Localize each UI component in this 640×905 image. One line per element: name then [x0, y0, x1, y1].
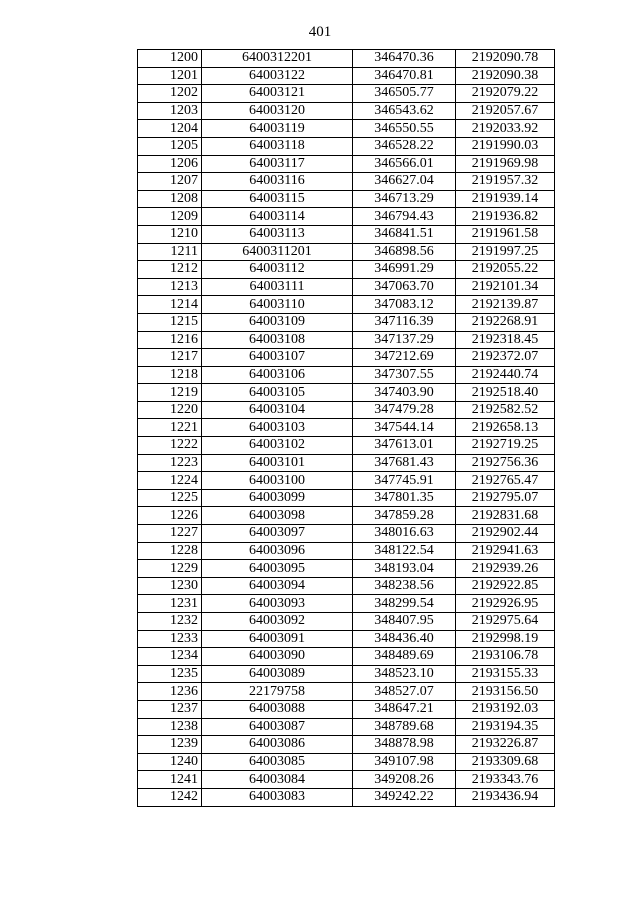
y-coordinate-cell: 2192582.52 — [456, 401, 555, 419]
row-index-cell: 1238 — [138, 718, 202, 736]
x-coordinate-cell: 346713.29 — [353, 190, 456, 208]
table-row — [138, 85, 555, 103]
y-coordinate-cell: 2192268.91 — [456, 313, 555, 331]
row-index-cell: 1207 — [138, 173, 202, 191]
point-code-cell: 64003086 — [202, 736, 353, 754]
row-index-cell: 1217 — [138, 349, 202, 367]
point-code-cell: 64003119 — [202, 120, 353, 138]
point-code-cell: 64003090 — [202, 648, 353, 666]
x-coordinate-cell: 348878.98 — [353, 736, 456, 754]
y-coordinate-cell: 2192090.38 — [456, 67, 555, 85]
x-coordinate-cell: 348489.69 — [353, 648, 456, 666]
point-code-cell: 64003093 — [202, 595, 353, 613]
table-row — [138, 137, 555, 155]
y-coordinate-cell: 2193436.94 — [456, 788, 555, 806]
x-coordinate-cell: 347116.39 — [353, 313, 456, 331]
table-row — [138, 683, 555, 701]
row-index-cell: 1200 — [138, 50, 202, 68]
table-row — [138, 401, 555, 419]
row-index-cell: 1233 — [138, 630, 202, 648]
point-code-cell: 64003099 — [202, 489, 353, 507]
point-code-cell: 64003121 — [202, 85, 353, 103]
point-code-cell: 64003122 — [202, 67, 353, 85]
y-coordinate-cell: 2192939.26 — [456, 560, 555, 578]
row-index-cell: 1204 — [138, 120, 202, 138]
table-row — [138, 613, 555, 631]
table-row — [138, 366, 555, 384]
row-index-cell: 1236 — [138, 683, 202, 701]
y-coordinate-cell: 2192765.47 — [456, 472, 555, 490]
x-coordinate-cell: 348789.68 — [353, 718, 456, 736]
row-index-cell: 1205 — [138, 137, 202, 155]
table-row — [138, 173, 555, 191]
row-index-cell: 1216 — [138, 331, 202, 349]
x-coordinate-cell: 348523.10 — [353, 665, 456, 683]
y-coordinate-cell: 2191997.25 — [456, 243, 555, 261]
y-coordinate-cell: 2192372.07 — [456, 349, 555, 367]
x-coordinate-cell: 347403.90 — [353, 384, 456, 402]
table-row — [138, 50, 555, 68]
row-index-cell: 1215 — [138, 313, 202, 331]
point-code-cell: 64003096 — [202, 542, 353, 560]
table-row — [138, 331, 555, 349]
row-index-cell: 1237 — [138, 700, 202, 718]
point-code-cell: 64003101 — [202, 454, 353, 472]
table-row — [138, 296, 555, 314]
x-coordinate-cell: 346898.56 — [353, 243, 456, 261]
point-code-cell: 64003111 — [202, 278, 353, 296]
x-coordinate-cell: 347859.28 — [353, 507, 456, 525]
y-coordinate-cell: 2192658.13 — [456, 419, 555, 437]
x-coordinate-cell: 347212.69 — [353, 349, 456, 367]
x-coordinate-cell: 347681.43 — [353, 454, 456, 472]
table-row — [138, 190, 555, 208]
y-coordinate-cell: 2192795.07 — [456, 489, 555, 507]
row-index-cell: 1234 — [138, 648, 202, 666]
row-index-cell: 1210 — [138, 225, 202, 243]
y-coordinate-cell: 2192941.63 — [456, 542, 555, 560]
x-coordinate-cell: 348407.95 — [353, 613, 456, 631]
table-row — [138, 102, 555, 120]
point-code-cell: 64003097 — [202, 525, 353, 543]
y-coordinate-cell: 2192831.68 — [456, 507, 555, 525]
row-index-cell: 1201 — [138, 67, 202, 85]
x-coordinate-cell: 347063.70 — [353, 278, 456, 296]
point-code-cell: 64003088 — [202, 700, 353, 718]
point-code-cell: 64003106 — [202, 366, 353, 384]
row-index-cell: 1213 — [138, 278, 202, 296]
point-code-cell: 64003087 — [202, 718, 353, 736]
table-row — [138, 595, 555, 613]
point-code-cell: 64003095 — [202, 560, 353, 578]
x-coordinate-cell: 346470.36 — [353, 50, 456, 68]
x-coordinate-cell: 346566.01 — [353, 155, 456, 173]
y-coordinate-cell: 2191936.82 — [456, 208, 555, 226]
table-row — [138, 753, 555, 771]
table-row — [138, 560, 555, 578]
x-coordinate-cell: 346794.43 — [353, 208, 456, 226]
y-coordinate-cell: 2192033.92 — [456, 120, 555, 138]
x-coordinate-cell: 346528.22 — [353, 137, 456, 155]
y-coordinate-cell: 2192318.45 — [456, 331, 555, 349]
row-index-cell: 1242 — [138, 788, 202, 806]
row-index-cell: 1218 — [138, 366, 202, 384]
table-body — [138, 50, 555, 807]
point-code-cell: 64003120 — [202, 102, 353, 120]
row-index-cell: 1230 — [138, 577, 202, 595]
x-coordinate-cell: 349208.26 — [353, 771, 456, 789]
point-code-cell: 64003091 — [202, 630, 353, 648]
point-code-cell: 6400311201 — [202, 243, 353, 261]
row-index-cell: 1212 — [138, 261, 202, 279]
y-coordinate-cell: 2192998.19 — [456, 630, 555, 648]
point-code-cell: 64003092 — [202, 613, 353, 631]
table-row — [138, 419, 555, 437]
row-index-cell: 1220 — [138, 401, 202, 419]
table-row — [138, 542, 555, 560]
point-code-cell: 6400312201 — [202, 50, 353, 68]
x-coordinate-cell: 347745.91 — [353, 472, 456, 490]
table-row — [138, 577, 555, 595]
y-coordinate-cell: 2192440.74 — [456, 366, 555, 384]
point-code-cell: 64003089 — [202, 665, 353, 683]
y-coordinate-cell: 2192902.44 — [456, 525, 555, 543]
x-coordinate-cell: 348299.54 — [353, 595, 456, 613]
x-coordinate-cell: 348122.54 — [353, 542, 456, 560]
table-row — [138, 525, 555, 543]
table-row — [138, 225, 555, 243]
point-code-cell: 64003098 — [202, 507, 353, 525]
x-coordinate-cell: 346505.77 — [353, 85, 456, 103]
y-coordinate-cell: 2191939.14 — [456, 190, 555, 208]
x-coordinate-cell: 346627.04 — [353, 173, 456, 191]
row-index-cell: 1219 — [138, 384, 202, 402]
point-code-cell: 64003110 — [202, 296, 353, 314]
point-code-cell: 64003113 — [202, 225, 353, 243]
table-row — [138, 243, 555, 261]
point-code-cell: 64003083 — [202, 788, 353, 806]
x-coordinate-cell: 348193.04 — [353, 560, 456, 578]
table-row — [138, 472, 555, 490]
table-row — [138, 648, 555, 666]
point-code-cell: 64003085 — [202, 753, 353, 771]
table-row — [138, 437, 555, 455]
x-coordinate-cell: 347307.55 — [353, 366, 456, 384]
row-index-cell: 1203 — [138, 102, 202, 120]
y-coordinate-cell: 2191957.32 — [456, 173, 555, 191]
table-row — [138, 261, 555, 279]
point-code-cell: 64003115 — [202, 190, 353, 208]
x-coordinate-cell: 349242.22 — [353, 788, 456, 806]
row-index-cell: 1227 — [138, 525, 202, 543]
row-index-cell: 1211 — [138, 243, 202, 261]
row-index-cell: 1229 — [138, 560, 202, 578]
y-coordinate-cell: 2192055.22 — [456, 261, 555, 279]
table-row — [138, 771, 555, 789]
y-coordinate-cell: 2192922.85 — [456, 577, 555, 595]
y-coordinate-cell: 2193192.03 — [456, 700, 555, 718]
row-index-cell: 1240 — [138, 753, 202, 771]
y-coordinate-cell: 2192090.78 — [456, 50, 555, 68]
table-row — [138, 507, 555, 525]
x-coordinate-cell: 347479.28 — [353, 401, 456, 419]
row-index-cell: 1232 — [138, 613, 202, 631]
table-row — [138, 454, 555, 472]
y-coordinate-cell: 2192139.87 — [456, 296, 555, 314]
table-row — [138, 718, 555, 736]
table-row — [138, 349, 555, 367]
x-coordinate-cell: 346841.51 — [353, 225, 456, 243]
row-index-cell: 1223 — [138, 454, 202, 472]
x-coordinate-cell: 347137.29 — [353, 331, 456, 349]
row-index-cell: 1222 — [138, 437, 202, 455]
x-coordinate-cell: 349107.98 — [353, 753, 456, 771]
y-coordinate-cell: 2191961.58 — [456, 225, 555, 243]
row-index-cell: 1214 — [138, 296, 202, 314]
table-row — [138, 630, 555, 648]
table-row — [138, 67, 555, 85]
table-row — [138, 788, 555, 806]
point-code-cell: 64003108 — [202, 331, 353, 349]
point-code-cell: 64003104 — [202, 401, 353, 419]
table-row — [138, 700, 555, 718]
y-coordinate-cell: 2193309.68 — [456, 753, 555, 771]
point-code-cell: 64003118 — [202, 137, 353, 155]
point-code-cell: 64003107 — [202, 349, 353, 367]
y-coordinate-cell: 2192975.64 — [456, 613, 555, 631]
point-code-cell: 64003084 — [202, 771, 353, 789]
y-coordinate-cell: 2192756.36 — [456, 454, 555, 472]
point-code-cell: 22179758 — [202, 683, 353, 701]
coordinates-table — [137, 49, 555, 807]
y-coordinate-cell: 2193155.33 — [456, 665, 555, 683]
y-coordinate-cell: 2193156.50 — [456, 683, 555, 701]
row-index-cell: 1228 — [138, 542, 202, 560]
table-row — [138, 313, 555, 331]
point-code-cell: 64003109 — [202, 313, 353, 331]
x-coordinate-cell: 347083.12 — [353, 296, 456, 314]
table-row — [138, 278, 555, 296]
y-coordinate-cell: 2193226.87 — [456, 736, 555, 754]
table-row — [138, 208, 555, 226]
table-row — [138, 736, 555, 754]
point-code-cell: 64003105 — [202, 384, 353, 402]
point-code-cell: 64003102 — [202, 437, 353, 455]
x-coordinate-cell: 348016.63 — [353, 525, 456, 543]
row-index-cell: 1235 — [138, 665, 202, 683]
row-index-cell: 1225 — [138, 489, 202, 507]
y-coordinate-cell: 2193343.76 — [456, 771, 555, 789]
table-row — [138, 489, 555, 507]
y-coordinate-cell: 2191969.98 — [456, 155, 555, 173]
row-index-cell: 1241 — [138, 771, 202, 789]
point-code-cell: 64003112 — [202, 261, 353, 279]
x-coordinate-cell: 348238.56 — [353, 577, 456, 595]
point-code-cell: 64003117 — [202, 155, 353, 173]
row-index-cell: 1221 — [138, 419, 202, 437]
row-index-cell: 1226 — [138, 507, 202, 525]
row-index-cell: 1209 — [138, 208, 202, 226]
table-row — [138, 120, 555, 138]
y-coordinate-cell: 2193106.78 — [456, 648, 555, 666]
point-code-cell: 64003100 — [202, 472, 353, 490]
point-code-cell: 64003094 — [202, 577, 353, 595]
row-index-cell: 1208 — [138, 190, 202, 208]
y-coordinate-cell: 2192518.40 — [456, 384, 555, 402]
y-coordinate-cell: 2192079.22 — [456, 85, 555, 103]
x-coordinate-cell: 348647.21 — [353, 700, 456, 718]
x-coordinate-cell: 347544.14 — [353, 419, 456, 437]
table-row — [138, 155, 555, 173]
x-coordinate-cell: 346991.29 — [353, 261, 456, 279]
y-coordinate-cell: 2192057.67 — [456, 102, 555, 120]
row-index-cell: 1206 — [138, 155, 202, 173]
x-coordinate-cell: 348436.40 — [353, 630, 456, 648]
y-coordinate-cell: 2192926.95 — [456, 595, 555, 613]
row-index-cell: 1224 — [138, 472, 202, 490]
x-coordinate-cell: 348527.07 — [353, 683, 456, 701]
x-coordinate-cell: 346543.62 — [353, 102, 456, 120]
row-index-cell: 1231 — [138, 595, 202, 613]
table-row — [138, 665, 555, 683]
y-coordinate-cell: 2192101.34 — [456, 278, 555, 296]
row-index-cell: 1202 — [138, 85, 202, 103]
x-coordinate-cell: 347801.35 — [353, 489, 456, 507]
point-code-cell: 64003114 — [202, 208, 353, 226]
point-code-cell: 64003116 — [202, 173, 353, 191]
row-index-cell: 1239 — [138, 736, 202, 754]
y-coordinate-cell: 2192719.25 — [456, 437, 555, 455]
x-coordinate-cell: 346470.81 — [353, 67, 456, 85]
x-coordinate-cell: 347613.01 — [353, 437, 456, 455]
page-number: 401 — [308, 24, 332, 40]
point-code-cell: 64003103 — [202, 419, 353, 437]
table-row — [138, 384, 555, 402]
y-coordinate-cell: 2193194.35 — [456, 718, 555, 736]
y-coordinate-cell: 2191990.03 — [456, 137, 555, 155]
x-coordinate-cell: 346550.55 — [353, 120, 456, 138]
